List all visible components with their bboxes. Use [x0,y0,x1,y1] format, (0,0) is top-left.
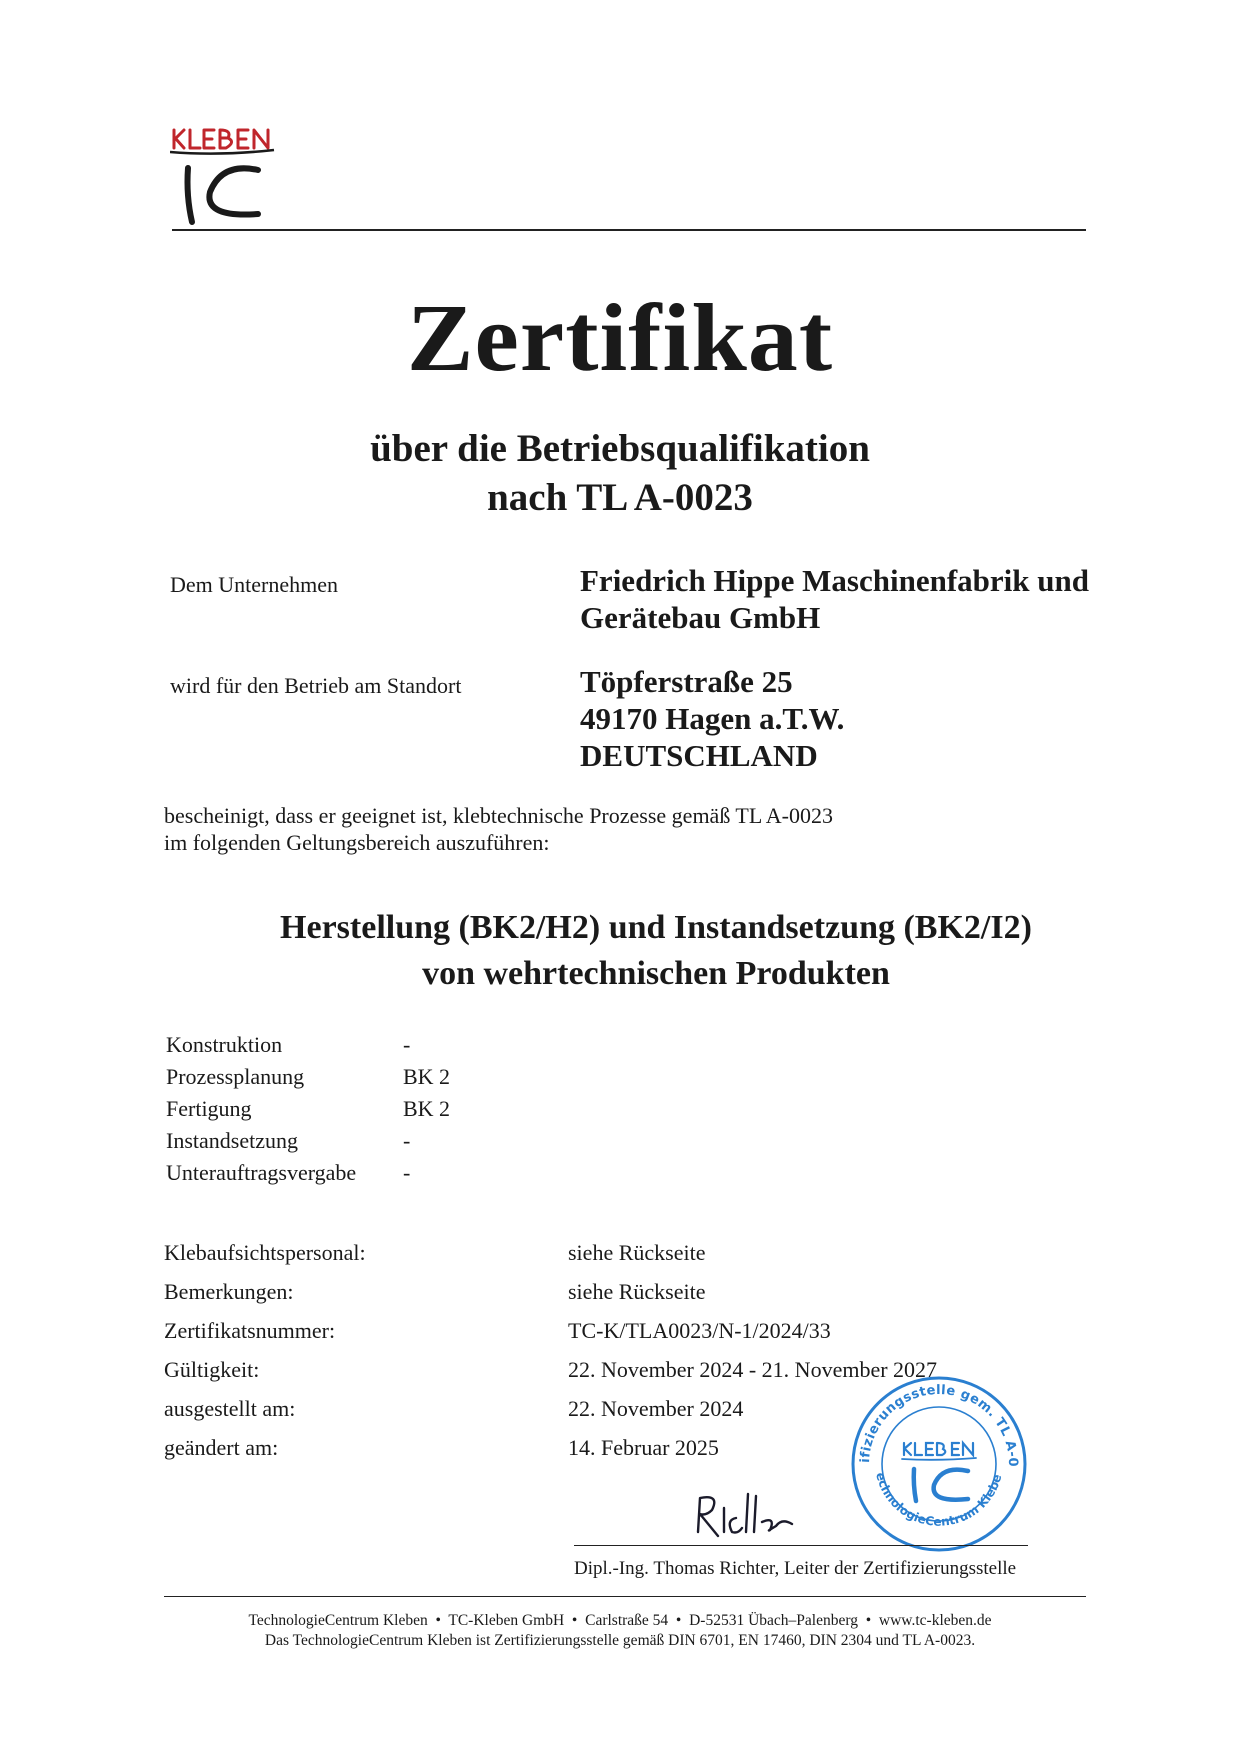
footer-line-1: TechnologieCentrum Kleben • TC-Kleben GmbH • Carlstraße 54 • D-52531 Übach–Palenberg • www.tc-kleben.de [248,1612,992,1629]
detail-row [164,1240,1064,1274]
category-row [166,1032,466,1064]
detail-value: siehe Rückseite [568,1279,706,1304]
category-label: Konstruktion [166,1032,283,1057]
detail-label: Bemerkungen: [164,1279,294,1304]
detail-value: TC-K/TLA0023/N-1/2024/33 [568,1318,831,1343]
detail-label: Gültigkeit: [164,1357,260,1382]
signature-rule [574,1545,1028,1546]
tc-kleben-logo-icon [170,118,280,230]
signatory-name: Dipl.-Ing. Thomas Richter, Leiter der Zertifizierungsstelle [574,1558,1017,1579]
category-row [166,1064,466,1096]
header-rule [172,229,1086,231]
statement-line-2: im folgenden Geltungsbereich auszuführen: [164,830,550,855]
detail-label: ausgestellt am: [164,1396,296,1421]
certification-stamp-icon [848,1373,1030,1555]
detail-value: 14. Februar 2025 [568,1435,719,1460]
site-address-line-3: DEUTSCHLAND [580,738,818,773]
signature-graphic [690,1488,800,1544]
detail-value: 22. November 2024 [568,1396,744,1421]
detail-value: siehe Rückseite [568,1240,706,1265]
category-row [166,1128,466,1160]
category-value: - [403,1128,411,1153]
category-value: - [403,1160,411,1185]
detail-row [164,1279,1064,1313]
site-label: wird für den Betrieb am Standort [170,673,462,698]
category-label: Unterauftragsvergabe [166,1160,357,1185]
site-address-line-1: Töpferstraße 25 [580,664,793,699]
site-address-line-2: 49170 Hagen a.T.W. [580,701,845,736]
logo-graphic [170,118,280,230]
detail-label: Zertifikatsnummer: [164,1318,336,1343]
company-name-line-1: Friedrich Hippe Maschinenfabrik und [580,563,1089,598]
category-label: Instandsetzung [166,1128,298,1153]
scope-line-2: von wehrtechnischen Produkten [422,955,890,992]
category-row [166,1096,466,1128]
footer-line-2: Das TechnologieCentrum Kleben ist Zertifizierungsstelle gemäß DIN 6701, EN 17460, DIN 2304 und TL A-0023. [264,1632,976,1649]
stamp-ring-text-top: ifizierungsstelle gem. TL A-0 [857,1382,1021,1468]
scope-line-1: Herstellung (BK2/H2) und Instandsetzung (BK2/I2) [280,909,1032,946]
detail-label: Klebaufsichtspersonal: [164,1240,366,1265]
company-label: Dem Unternehmen [170,572,338,597]
stamp-graphic [848,1373,1030,1555]
detail-value: 22. November 2024 - 21. November 2027 [568,1357,938,1382]
detail-label: geändert am: [164,1435,279,1460]
document-title: Zertifikat [406,284,834,391]
category-value: BK 2 [403,1096,451,1121]
category-row [166,1160,466,1192]
category-label: Fertigung [166,1096,252,1121]
subtitle-line-1: über die Betriebsqualifikation [370,427,870,470]
detail-row [164,1318,1064,1352]
subtitle-line-2: nach TL A-0023 [487,476,753,519]
statement-line-1: bescheinigt, dass er geeignet ist, klebtechnische Prozesse gemäß TL A-0023 [164,803,833,828]
signature-icon [690,1488,800,1544]
category-value: BK 2 [403,1064,451,1089]
footer-rule [164,1596,1086,1597]
company-name-line-2: Gerätebau GmbH [580,600,821,635]
category-label: Prozessplanung [166,1064,305,1089]
category-value: - [403,1032,411,1057]
stamp-ring-text-bottom: echnologieCentrum Klebe [873,1471,1005,1529]
